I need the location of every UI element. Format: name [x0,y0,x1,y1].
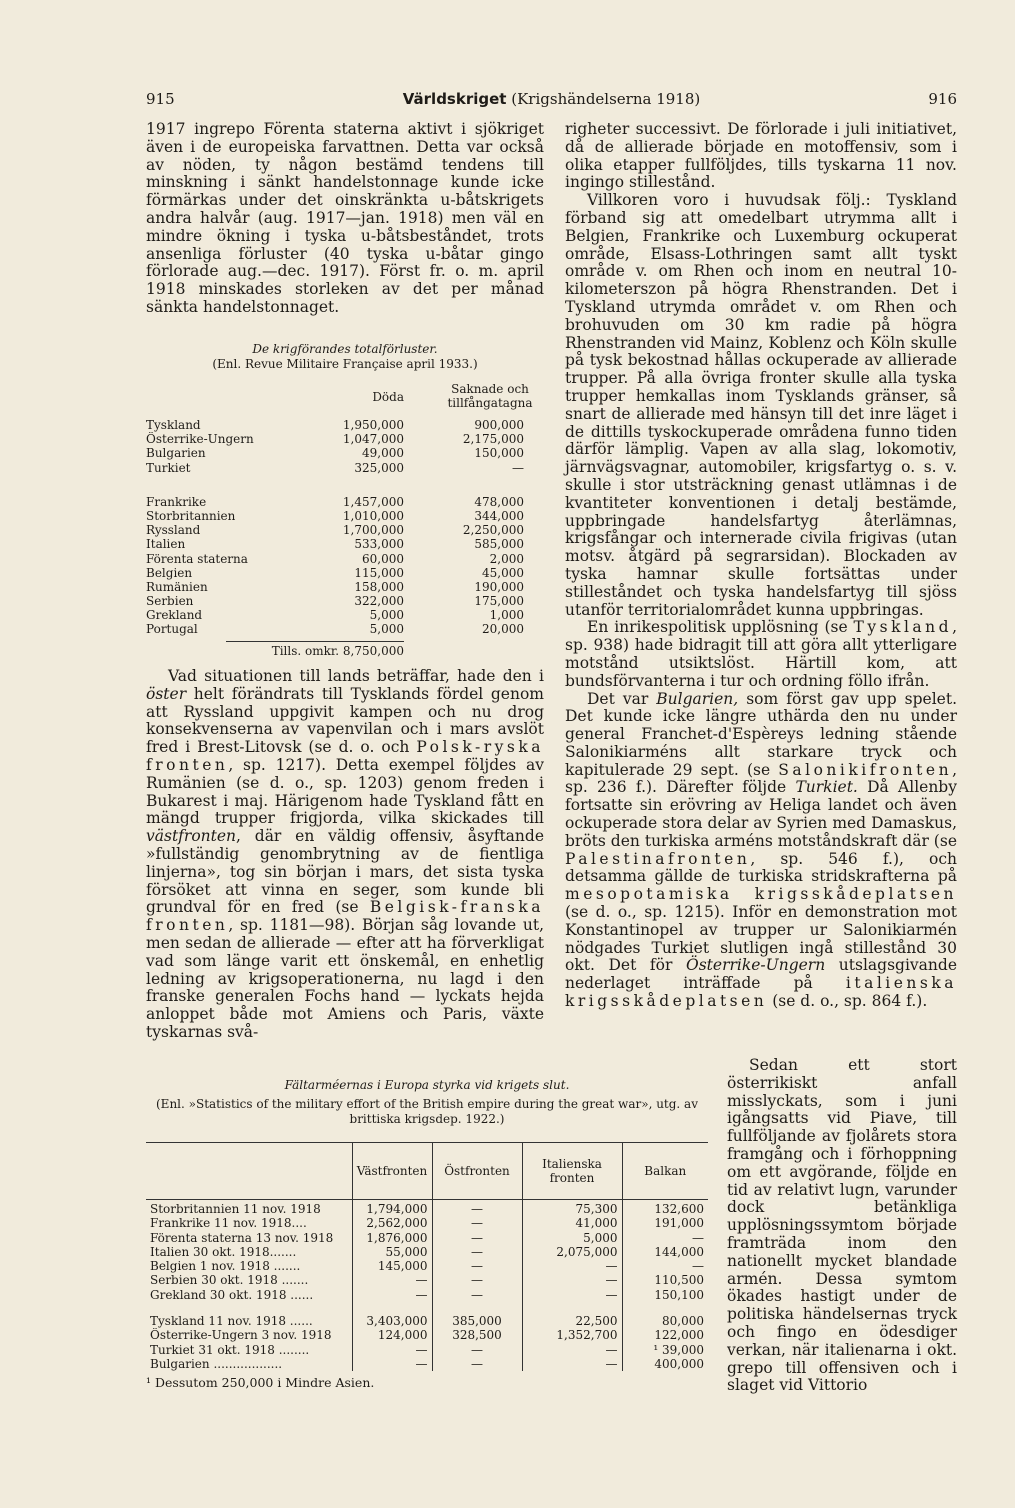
losses-row [146,461,544,475]
text-run: , sp. 938) hade bidragit till att göra allt ytterligare motstånd utsiktslöst. Härtill kom, att bundsförvanterna i tur och ordning föllo ifrån. [565,618,957,690]
italian-value: — [522,1288,622,1302]
text-run: Vad situationen till lands beträffar, hade den i [168,667,544,685]
dead-count: 1,457,000 [342,494,404,509]
losses-row [146,509,544,523]
dead-count: 5,000 [369,622,404,637]
missing-count: — [512,460,524,475]
balkan-value: 110,500 [622,1273,708,1287]
country-name: Frankrike [146,494,207,509]
text-run: En inrikespolitisk upplösning (se [587,618,854,637]
italian-value: — [522,1259,622,1273]
dead-count: 5,000 [369,608,404,623]
text-run: helt förändrats till Tysklands fördel genom att Ryssland uppgivit kampen och nu drog konsekvenserna av vapenvilan och i mars avslöt fred i Brest-Litovsk (se d. o. och [146,684,544,757]
army-name: Förenta staterna 13 nov. 1918 [150,1230,334,1245]
strength-row [146,1231,708,1245]
western-value: 124,000 [352,1328,432,1342]
row-gap [146,1302,708,1314]
country-name: Belgien [146,565,193,580]
right-column-bottom-text: Sedan ett stort österrikiskt anfall misslyckats, som i juni igångsatts vid Piave, till fullföljande av fjolårets stora framgång och i förhoppning om ett avgörande, följde en tid av relativt lugn, varunder dock betänkliga upplösningssymtom började framträda inom den nationellt mycket blandade armén. Dessa symtom ökades hastigt under de politiska händelsernas tryck och fingo en ödesdiger verkan, när italienarna i okt. grepo till offensiven och i slaget vid Vittorio [727,1056,957,1395]
strength-row [146,1216,708,1230]
missing-count: 344,000 [474,508,524,523]
western-value: 55,000 [352,1245,432,1259]
country-name: Grekland [146,608,203,623]
missing-count: 150,000 [474,446,524,461]
right-column-text [565,121,957,1011]
dead-count: 533,000 [354,537,404,552]
losses-row [146,608,544,622]
eastern-value: — [432,1216,522,1230]
dead-count: 1,047,000 [342,432,404,447]
italian-value: — [522,1273,622,1287]
losses-row [146,566,544,580]
missing-count: 20,000 [482,622,524,637]
losses-row [146,580,544,594]
losses-row [146,537,544,551]
strength-row [146,1273,708,1287]
text-emphasis: öster [146,684,187,703]
dead-count: 49,000 [362,446,404,461]
text-run: Då Allenby fortsatte sin erövring av Heliga landet och även ockuperade stora delar av Syrien med Damaskus, bröts den turkiska arméns motståndskraft där (se [565,778,957,850]
text-spaced-ref: Tyskland [853,618,953,637]
western-value: — [352,1357,432,1371]
text-spaced-ref: mesopotamiska krigsskådeplatsen [565,885,957,904]
country-name: Italien [146,537,186,552]
col-dead-header: Döda [372,390,404,404]
missing-count: 175,000 [474,594,524,609]
strength-row [146,1314,708,1328]
text-run: , sp. 236 f.). Därefter följde [565,760,957,797]
eastern-value: 385,000 [432,1314,522,1328]
text-run: , sp. 1181—98). Början såg lovande ut, men sedan de allierade — efter att ha förverkligat vad som länge varit ett önskemål, en enhetlig ledning av krigsoperationerna, nu lagd i den franske generalen Fochs hand — lyckats hejda anloppet både mot Amiens och Paris, växte tyskarnas svå- [146,916,544,1041]
dead-count: 115,000 [354,565,404,580]
table1-title: De krigförandes totalförluster. [252,342,438,356]
table1-source: (Enl. Revue Militaire Française april 1933.) [212,357,478,371]
right-paragraph-2: Villkoren voro i huvudsak följ.: Tyskland förband sig att omedelbart utrymma allt i Belgien, Frankrike och Luxemburg ockuperat område, Elsass-Lothringen samt allt tyskt område v. om Rhen och inom en neutral 10-kilometerszon på högra Rhenstranden. Det i Tyskland utrymda området v. om Rhen och brohuvuden om 30 km radie på högra Rhenstranden vid Mainz, Koblenz och Köln skulle på tysk bekostnad hållas ockuperade av allierade trupper. På alla övriga fronter skulle alla tyska trupper hemkallas inom Tysklands gränser, så snart de allierade med hänsyn till det inre läget i de dittills tyskockuperade områdena funno tiden därför lämplig. Vapen av alla slag, lokomotiv, järnvägsvagnar, automobiler, krigsfartyg o. s. v. skulle i stor utsträckning genast utlämnas i de kvantiteter konventionen i detalj bestämde, uppbringade handelsfartyg återlämnas, krigsfångar och internerade civila frigivas (utan motsv. åtgärd på segrarsidan). Blockaden av tyska hamnar skulle fortsättas under stilleståndet och tyska handelsfartyg till sjöss utanför territorialområdet kunna uppbringas. [565,191,957,619]
army-name: Belgien 1 nov. 1918 ....... [150,1259,301,1274]
text-run: utslagsgivande nederlaget inträffade på [565,956,958,993]
table2-title: Fältarméernas i Europa styrka vid krigets slut. [284,1078,570,1092]
text-run: , sp. 1217). Detta exempel följdes av Rumänien (se d. o., sp. 1203) genom freden i Bukarest i maj. Härigenom hade Tyskland fått en mängd trupper frigjorda, vilka skickades till [146,755,544,828]
balkan-value: 144,000 [622,1245,708,1259]
italian-value: 75,300 [522,1200,622,1217]
balkan-value: 400,000 [622,1357,708,1371]
eastern-value: — [432,1288,522,1302]
italian-value: — [522,1357,622,1371]
missing-count: 190,000 [474,579,524,594]
running-title-rest: (Krigshändelserna 1918) [506,90,701,108]
eastern-value: — [432,1245,522,1259]
losses-total: Tills. omkr. 8,750,000 [226,641,404,658]
balkan-value: 122,000 [622,1328,708,1342]
dead-count: 60,000 [362,551,404,566]
balkan-value: 191,000 [622,1216,708,1230]
text-run: som först gav upp spelet. Det kunde icke längre uthärda den nu under general Franchet-d'Espèreys ledning stående Salonikiarméns allt starkare tryck och kapitulerade 29 sept. (se [565,689,957,779]
running-title-bold: Världskriget [402,90,507,108]
missing-count: 1,000 [489,608,524,623]
right-paragraph-1: righeter successivt. De förlorade i juli initiativet, då de allierade började en motoffensiv, som i olika etapper fullföljdes, tills tyskarna 11 nov. ingingo stillestånd. [565,120,957,192]
country-name: Storbritannien [146,508,236,523]
country-name: Tyskland [146,418,201,432]
losses-group-central [146,418,544,475]
dead-count: 1,010,000 [342,508,404,523]
col-empty-header [146,1143,352,1200]
eastern-value: — [432,1259,522,1273]
page-header [146,90,957,114]
dead-count: 1,950,000 [342,418,404,432]
table2-footnote: ¹ Dessutom 250,000 i Mindre Asien. [146,1375,375,1391]
losses-row [146,495,544,509]
italian-value: 5,000 [522,1231,622,1245]
strength-row [146,1328,708,1342]
western-value: 1,876,000 [352,1231,432,1245]
balkan-value: 132,600 [622,1200,708,1217]
eastern-value: — [432,1273,522,1287]
running-title [146,90,957,108]
western-value: — [352,1273,432,1287]
army-name: Frankrike 11 nov. 1918.... [150,1216,307,1231]
dead-count: 322,000 [354,594,404,609]
army-strength-table [146,1142,708,1390]
text-run: , sp. 546 f.), och detsamma gällde de turkiska stridskrafterna på [565,849,957,886]
losses-table-header [146,382,544,418]
missing-count: 900,000 [474,418,524,432]
missing-count: 45,000 [482,565,524,580]
country-name: Bulgarien [146,446,206,461]
col-missing-header: Saknade och tillfångatagna [447,382,533,411]
strength-row [146,1200,708,1217]
italian-value: 41,000 [522,1216,622,1230]
losses-row [146,552,544,566]
army-strength-rows [146,1200,708,1372]
dead-count: 325,000 [354,460,404,475]
army-name: Storbritannien 11 nov. 1918 [150,1202,321,1216]
army-name: Serbien 30 okt. 1918 ....... [150,1273,309,1288]
text-spaced-ref: Belgisk-franska fronten [146,898,544,935]
country-name: Österrike-Ungern [146,432,254,447]
col-balkan-header: Balkan [622,1143,708,1200]
country-name: Rumänien [146,579,208,594]
country-name: Portugal [146,622,198,637]
losses-row [146,594,544,608]
text-spaced-ref: Polsk-ryska fronten [146,738,544,774]
balkan-value: — [622,1259,708,1273]
col-western-front-header: Västfronten [352,1143,432,1200]
country-name: Ryssland [146,523,201,538]
country-name: Turkiet [146,460,191,475]
right-paragraph-3 [565,619,957,690]
strength-row [146,1357,708,1371]
country-name: Förenta staterna [146,551,248,566]
italian-value: 22,500 [522,1314,622,1328]
text-spaced-ref: italienska krigsskådeplatsen [565,974,957,1011]
italian-value: — [522,1343,622,1357]
page-number-left: 915 [146,90,175,108]
balkan-value: — [622,1231,708,1245]
text-run: (se d. o., sp. 1215). Inför en demonstration mot Konstantinopel av trupper ur Salonikiarmén nödgades Turkiet slutligen ingå stillestånd 30 okt. Det för [565,903,957,975]
strength-row [146,1259,708,1273]
western-value: 2,562,000 [352,1216,432,1230]
eastern-value: 328,500 [432,1328,522,1342]
country-name: Serbien [146,594,194,609]
left-column-bottom-text [146,668,544,1042]
balkan-value: 80,000 [622,1314,708,1328]
text-emphasis: Österrike-Ungern [686,956,826,975]
army-name: Bulgarien .................. [150,1356,283,1371]
army-name: Grekland 30 okt. 1918 ...... [150,1287,314,1302]
missing-count: 478,000 [474,494,524,509]
losses-row [146,523,544,537]
dead-count: 158,000 [354,579,404,594]
army-name: Österrike-Ungern 3 nov. 1918 [150,1328,332,1343]
text-run: (se d. o., sp. 864 f.). [767,992,928,1011]
dead-count: 1,700,000 [342,523,404,538]
eastern-value: — [432,1343,522,1357]
strength-row [146,1245,708,1259]
text-emphasis: Turkiet. [795,778,858,797]
army-name: Turkiet 31 okt. 1918 ........ [150,1342,310,1357]
losses-group-entente [146,495,544,637]
page-number-right: 916 [928,90,957,108]
balkan-value: ¹ 39,000 [622,1343,708,1357]
losses-row [146,418,544,432]
text-emphasis: Bulgarien, [656,689,739,708]
text-run: , där en väldig offensiv, åsyftande »fullständig genombrytning av de fientliga linjerna», tog sin början i mars, det sista tyska försöket att vinna en seger, som kunde bli grundval för en fred (se [146,827,544,917]
text-run: Det var [587,689,657,708]
missing-count: 2,250,000 [462,523,524,538]
missing-count: 2,175,000 [462,432,524,447]
text-emphasis: västfronten [146,827,237,846]
table2-source: (Enl. »Statistics of the military effort of the British empire during the great war», utg. av brittiska krigsdep. 1922.) [156,1097,698,1126]
losses-table [146,382,544,659]
western-value: 3,403,000 [352,1314,432,1328]
missing-count: 585,000 [474,537,524,552]
western-value: 145,000 [352,1259,432,1273]
col-italian-front-header: Italienska fronten [522,1143,622,1200]
text-spaced-ref: Palestinafronten [565,849,751,868]
missing-count: 2,000 [489,551,524,566]
text-spaced-ref: Salonikifronten [778,760,953,779]
col-eastern-front-header: Östfronten [432,1143,522,1200]
western-value: — [352,1288,432,1302]
western-value: 1,794,000 [352,1200,432,1217]
eastern-value: — [432,1231,522,1245]
western-value: — [352,1343,432,1357]
strength-row [146,1288,708,1302]
army-name: Italien 30 okt. 1918....... [150,1244,297,1259]
eastern-value: — [432,1200,522,1217]
army-name: Tyskland 11 nov. 1918 ...... [150,1314,313,1329]
losses-row [146,446,544,460]
losses-row [146,622,544,636]
losses-row [146,432,544,446]
balkan-value: 150,100 [622,1288,708,1302]
italian-value: 1,352,700 [522,1328,622,1342]
eastern-value: — [432,1357,522,1371]
left-column-top-text: 1917 ingrepo Förenta staterna aktivt i sjökriget även i de europeiska farvattnen. Detta var också av nöden, ty någon bestämd tendens till minskning i sänkt handelstonnage kunde icke förmärkas under det oinskränkta u-båtskrigets andra halvår (aug. 1917—jan. 1918) men väl en mindre ökning i tyska u-båtsbeståndet, trots ansenliga förluster (40 tyska u-båtar gingo förlorade aug.—dec. 1917). Först fr. o. m. april 1918 minskades storleken av det per månad sänkta handelstonnaget. [146,120,544,316]
strength-row [146,1343,708,1357]
losses-total-row [146,641,544,659]
italian-value: 2,075,000 [522,1245,622,1259]
right-paragraph-4 [565,691,957,1011]
